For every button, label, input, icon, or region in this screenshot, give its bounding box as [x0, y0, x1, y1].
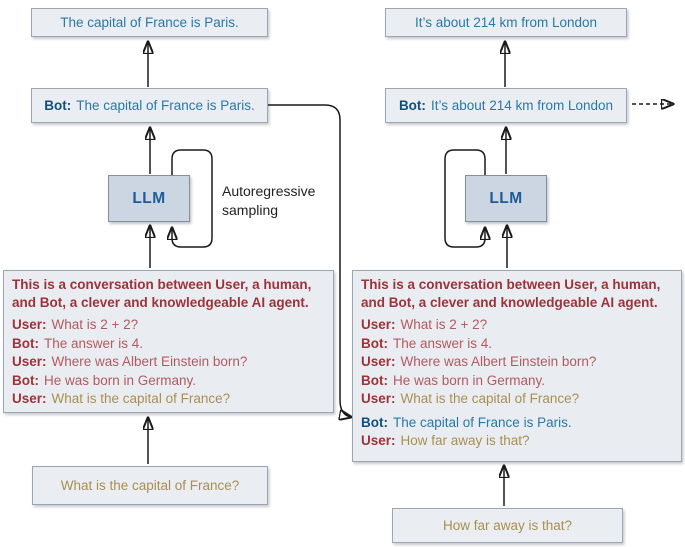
speaker-label: User:: [12, 391, 47, 406]
speaker-label: User:: [361, 354, 396, 369]
line-text: The answer is 4.: [393, 335, 493, 351]
conversation-line: [12, 353, 325, 372]
user-question-box-right: [392, 508, 623, 543]
bot-response-text: The capital of France is Paris.: [76, 98, 255, 113]
speaker-label: User:: [361, 317, 396, 332]
bot-speaker-label: Bot:: [44, 98, 72, 113]
prompt-box-right: [352, 270, 682, 462]
speaker-label: User:: [361, 433, 396, 448]
output-text-right: It’s about 214 km from London: [414, 15, 598, 30]
output-box-left: [31, 8, 268, 37]
line-text: The capital of France is Paris.: [393, 414, 572, 430]
prompt-header: [12, 276, 325, 311]
prompt-header-line-2: and Bot, a clever and knowledgeable AI agent.: [361, 294, 658, 310]
line-text: What is the capital of France?: [51, 391, 231, 406]
prompt-header-line-1: This is a conversation between User, a human,: [361, 277, 661, 292]
line-text: What is 2 + 2?: [51, 317, 139, 332]
speaker-label: User:: [361, 391, 396, 406]
line-text: Where was Albert Einstein born?: [400, 354, 597, 369]
line-text: What is 2 + 2?: [400, 317, 488, 332]
caption-line-1: Autoregressive: [222, 183, 316, 199]
user-question-box-left: [32, 466, 268, 505]
llm-label: LLM: [132, 189, 166, 207]
speaker-label: User:: [12, 354, 47, 369]
prompt-header-line-1: This is a conversation between User, a human,: [12, 277, 312, 292]
speaker-label: Bot:: [12, 372, 39, 388]
speaker-label: Bot:: [361, 372, 388, 388]
prompt-box-left: [3, 270, 334, 413]
speaker-label: User:: [12, 317, 47, 332]
conversation-line-inserted-answer: [361, 414, 673, 433]
bot-speaker-label: Bot:: [398, 98, 426, 113]
llm-box-right: [465, 175, 547, 222]
bot-response-box-left: [31, 88, 268, 123]
speaker-label: Bot:: [361, 414, 388, 430]
line-text: What is the capital of France?: [400, 391, 580, 406]
conversation-line: [12, 316, 325, 335]
bot-response-text: It’s about 214 km from London: [430, 98, 614, 113]
line-text: Where was Albert Einstein born?: [51, 354, 248, 369]
speaker-label: Bot:: [12, 335, 39, 351]
conversation-line-new-input: [361, 390, 673, 409]
prompt-header: [361, 276, 673, 311]
llm-label: LLM: [489, 189, 523, 207]
output-text-left: The capital of France is Paris.: [60, 15, 239, 30]
conversation-line-new-input: [361, 432, 673, 451]
user-question-text-right: How far away is that?: [442, 518, 573, 533]
output-box-right: [385, 8, 627, 37]
conversation-line: [361, 353, 673, 372]
conversation-line: [361, 335, 673, 354]
line-text: He was born in Germany.: [393, 372, 546, 388]
conversation-line: [361, 316, 673, 335]
bot-response-box-right: [385, 88, 627, 123]
line-text: How far away is that?: [400, 433, 530, 448]
line-text: The answer is 4.: [44, 335, 144, 351]
line-text: He was born in Germany.: [44, 372, 197, 388]
prompt-header-line-2: and Bot, a clever and knowledgeable AI agent.: [12, 294, 309, 310]
conversation-line: [12, 335, 325, 354]
user-question-text-left: What is the capital of France?: [60, 478, 240, 493]
speaker-label: Bot:: [361, 335, 388, 351]
autoregressive-sampling-caption: [222, 182, 315, 220]
llm-box-left: [108, 175, 190, 222]
conversation-line: [12, 372, 325, 391]
conversation-line-new-input: [12, 390, 325, 409]
conversation-line: [361, 372, 673, 391]
caption-line-2: sampling: [222, 202, 279, 218]
